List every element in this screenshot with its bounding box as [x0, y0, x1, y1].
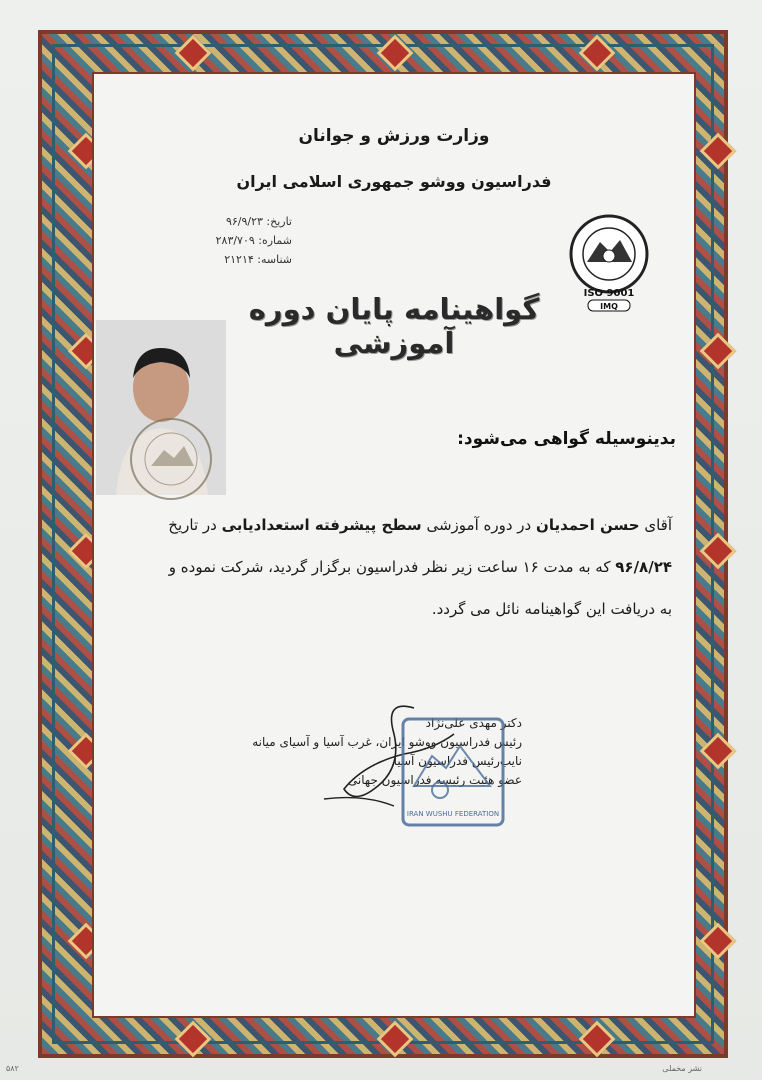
signatory-role-3: عضو هئیت رئیسه فدراسیون جهانی: [347, 773, 522, 787]
body-line-2: ۹۶/۸/۲۴ که به مدت ۱۶ ساعت زیر نظر فدراسیون برگزار گردید، شرکت نموده و: [168, 558, 672, 576]
signatory-name: دکتر مهدی علی‌نژاد: [425, 716, 522, 730]
federation-title: فدراسیون ووشو جمهوری اسلامی ایران: [236, 172, 552, 191]
ministry-title: وزارت ورزش و جوانان: [298, 126, 490, 146]
square-stamp: [400, 716, 506, 828]
imq-text: IMQ: [600, 302, 618, 311]
meta-date: تاریخ: ۹۶/۹/۲۳: [225, 215, 292, 228]
footer: [6, 1064, 762, 1073]
holder-name: حسن احمدیان: [536, 516, 640, 534]
signatory-role-1: رئیس فدراسیون ووشو ایران، غرب آسیا و آسیای میانه: [252, 735, 522, 749]
federation-logo: [560, 212, 658, 312]
course-date: ۹۶/۸/۲۴: [615, 558, 672, 576]
signatory-role-2: نایب‌رئیس فدراسیون آسیا: [393, 754, 522, 768]
body-line-1: آقای حسن احمدیان در دوره آموزشی سطح پیشرفته استعدادیابی در تاریخ: [168, 516, 672, 534]
document-meta: [142, 212, 292, 269]
intro-line: بدینوسیله گواهی می‌شود:: [457, 429, 676, 449]
iso-text: ISO 9001: [583, 288, 635, 299]
footer-right: نشر مخملی: [662, 1064, 702, 1073]
meta-number: شماره: ۲۸۳/۷۰۹: [215, 234, 292, 247]
certificate-body: [116, 504, 672, 630]
square-stamp-text: IRAN WUSHU FEDERATION: [406, 810, 500, 818]
certificate-content: [92, 72, 696, 1018]
round-stamp: [126, 414, 216, 504]
body-line-3: به دریافت این گواهینامه نائل می گردد.: [431, 600, 672, 618]
course-name: سطح پیشرفته استعدادیابی: [221, 516, 422, 534]
certificate-title: گواهینامه پایان دوره آموزشی: [248, 292, 540, 360]
footer-left: ۵۸۲: [6, 1064, 19, 1073]
meta-id: شناسه: ۲۱۲۱۴: [224, 253, 292, 266]
